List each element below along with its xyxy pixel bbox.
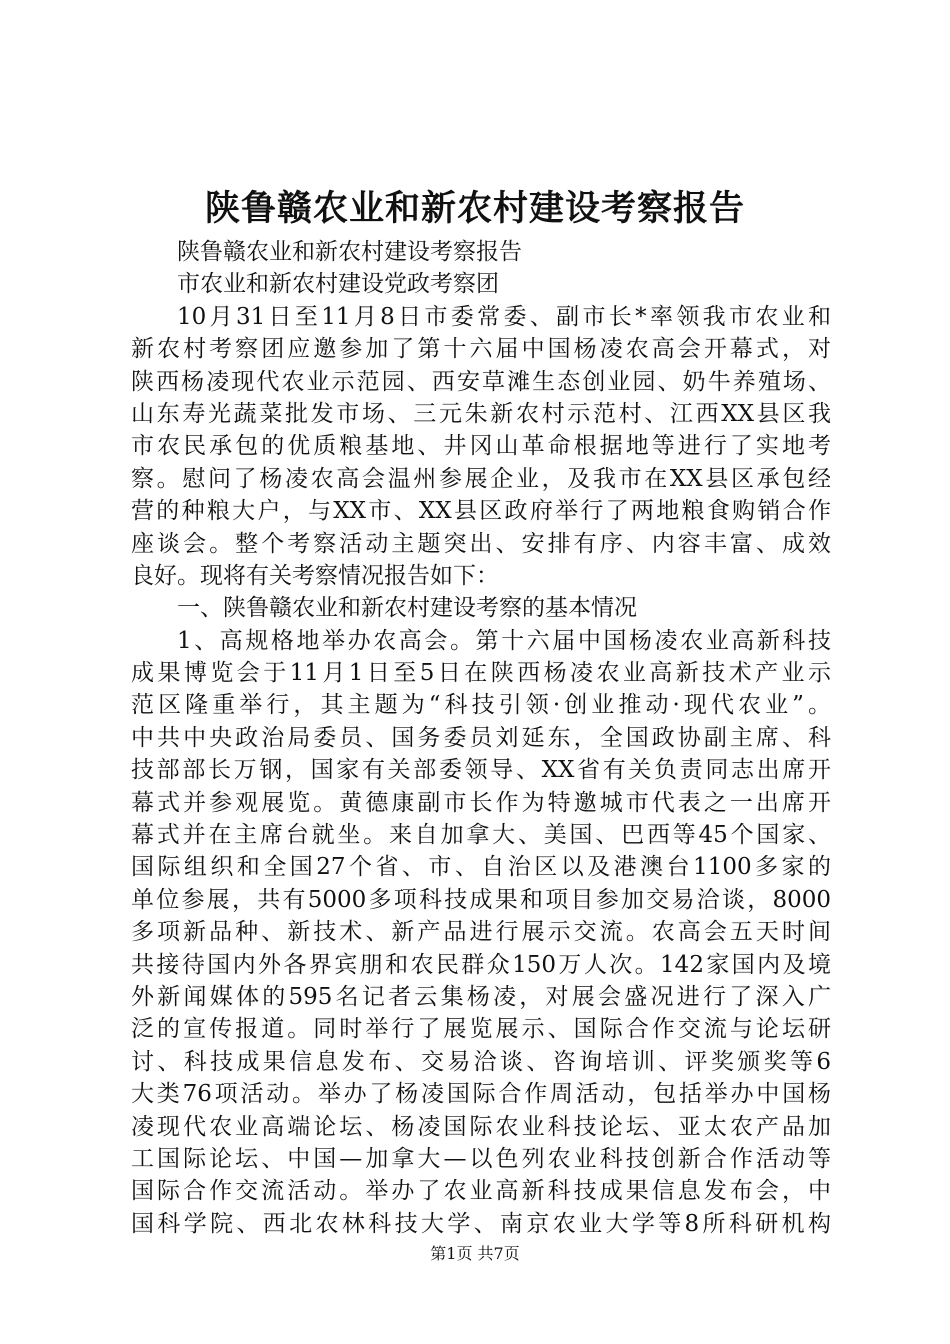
body-line: 察。慰问了杨凌农高会温州参展企业，及我市在XX县区承包经	[131, 465, 831, 492]
body-line: 讨、科技成果信息发布、交易洽谈、咨询培训、评奖颁奖等6	[131, 1048, 831, 1075]
body-line: 国际组织和全国27个省、市、自治区以及港澳台1100多家的	[131, 854, 831, 881]
body-line: 座谈会。整个考察活动主题突出、安排有序、内容丰富、成效	[131, 530, 831, 557]
body-line: 10月31日至11月8日市委常委、副市长*率领我市农业和	[177, 303, 831, 330]
body-line: 外新闻媒体的595名记者云集杨凌，对展会盛况进行了深入广	[131, 983, 831, 1010]
body-line: 市农业和新农村建设党政考察团	[177, 271, 499, 298]
body-line: 国科学院、西北农林科技大学、南京农业大学等8所科研机构	[131, 1210, 831, 1237]
body-line: 技部部长万钢，国家有关部委领导、XX省有关负责同志出席开	[131, 757, 831, 784]
body-line: 山东寿光蔬菜批发市场、三元朱新农村示范村、江西XX县区我	[131, 400, 831, 427]
body-line: 幕式并参观展览。黄德康副市长作为特邀城市代表之一出席开	[131, 789, 831, 816]
body-line: 工国际论坛、中国—加拿大—以色列农业科技创新合作活动等	[131, 1145, 831, 1172]
body-line: 1、高规格地举办农高会。第十六届中国杨凌农业高新科技	[177, 627, 831, 654]
page-footer: 第1页 共7页	[430, 1244, 520, 1263]
body-line: 良好。现将有关考察情况报告如下：	[131, 562, 499, 589]
document-title: 陕鲁赣农业和新农村建设考察报告	[204, 188, 745, 229]
body-line: 市农民承包的优质粮基地、井冈山革命根据地等进行了实地考	[131, 433, 831, 460]
body-line: 幕式并在主席台就坐。来自加拿大、美国、巴西等45个国家、	[131, 822, 831, 849]
body-line: 中共中央政治局委员、国务委员刘延东，全国政协副主席、科	[131, 724, 831, 751]
body-line: 大类76项活动。举办了杨凌国际合作周活动，包括举办中国杨	[131, 1081, 831, 1108]
body-line: 单位参展，共有5000多项科技成果和项目参加交易洽谈，8000	[131, 886, 831, 913]
body-line: 陕西杨凌现代农业示范园、西安草滩生态创业园、奶牛养殖场、	[131, 368, 831, 395]
body-line: 凌现代农业高端论坛、杨凌国际农业科技论坛、亚太农产品加	[131, 1113, 831, 1140]
body-line: 陕鲁赣农业和新农村建设考察报告	[177, 239, 522, 265]
body-line: 国际合作交流活动。举办了农业高新科技成果信息发布会，中	[131, 1178, 831, 1205]
body-line: 新农村考察团应邀参加了第十六届中国杨凌农高会开幕式，对	[131, 336, 831, 363]
document-body	[131, 236, 831, 1240]
body-line: 成果博览会于11月1日至5日在陕西杨凌农业高新技术产业示	[131, 660, 831, 687]
body-line: 一、陕鲁赣农业和新农村建设考察的基本情况	[177, 595, 637, 622]
body-line: 多项新品种、新技术、新产品进行展示交流。农高会五天时间	[131, 919, 831, 946]
body-line: 范区隆重举行，其主题为“科技引领·创业推动·现代农业”。	[131, 692, 831, 719]
body-line: 泛的宣传报道。同时举行了展览展示、国际合作交流与论坛研	[131, 1016, 831, 1043]
body-line: 共接待国内外各界宾朋和农民群众150万人次。142家国内及境	[131, 951, 831, 978]
body-line: 营的种粮大户，与XX市、XX县区政府举行了两地粮食购销合作	[131, 498, 831, 525]
